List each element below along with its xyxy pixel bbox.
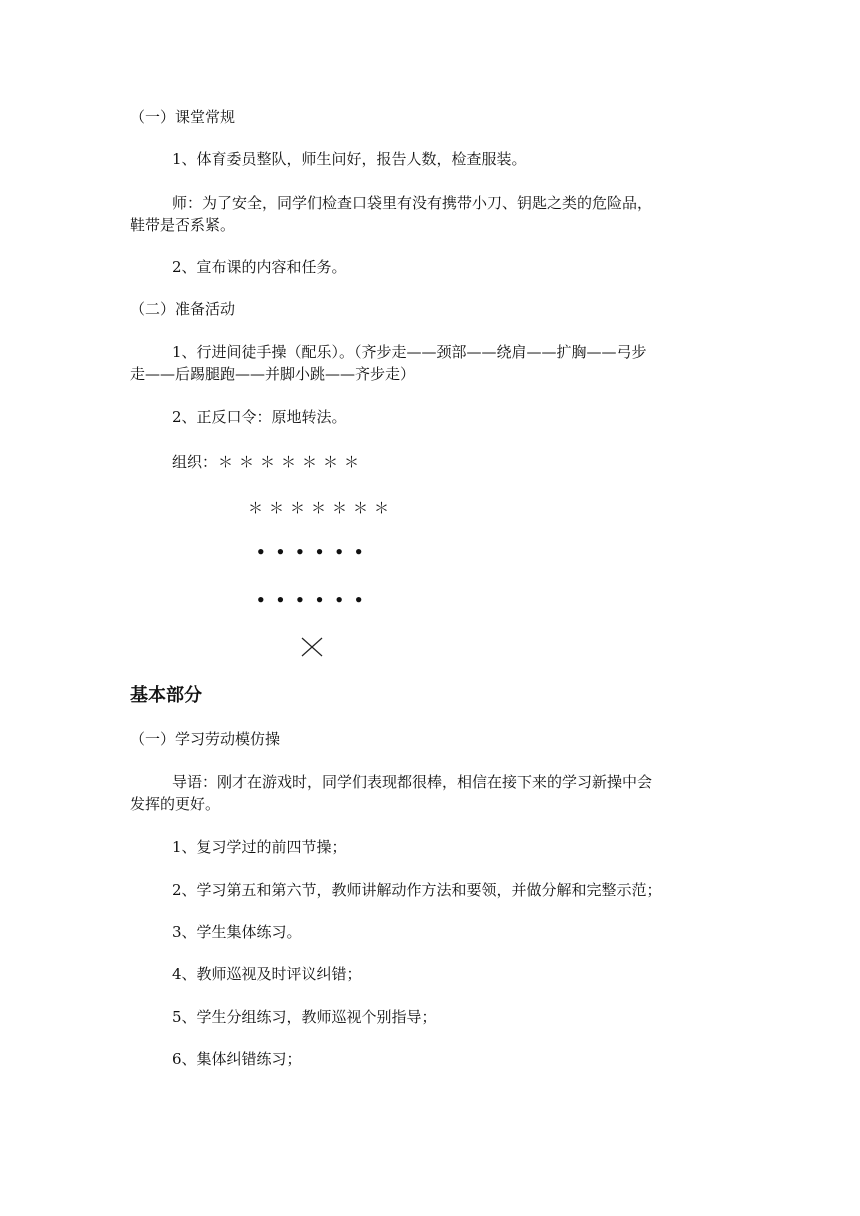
list-item: 6、集体纠错练习； <box>172 1050 302 1068</box>
paragraph-line: 走——后踢腿跑——并脚小跳——齐步走） <box>130 365 416 383</box>
list-item: 3、学生集体练习。 <box>172 923 302 941</box>
formation-row-dots: •••••• <box>256 591 374 609</box>
main-heading: 基本部分 <box>130 685 202 706</box>
list-item: 2、学习第五和第六节，教师讲解动作方法和要领，并做分解和完整示范； <box>172 881 662 899</box>
paragraph-line: 发挥的更好。 <box>130 795 221 813</box>
paragraph: 2、宣布课的内容和任务。 <box>172 258 347 276</box>
teacher-position-cross-icon <box>300 636 324 658</box>
paragraph-line: 鞋带是否系紧。 <box>130 216 236 234</box>
paragraph-line: 导语：刚才在游戏时，同学们表现都很棒，相信在接下来的学习新操中会 <box>172 773 653 791</box>
paragraph-line: 1、行进间徒手操（配乐）。（齐步走——颈部——绕肩——扩胸——弓步 <box>172 343 647 361</box>
list-item: 5、学生分组练习，教师巡视个别指导； <box>172 1008 437 1026</box>
paragraph: 2、正反口令：原地转法。 <box>172 408 347 426</box>
formation-row-stars: ＊＊＊＊＊＊＊ <box>218 453 366 471</box>
list-item: 4、教师巡视及时评议纠错； <box>172 965 362 983</box>
formation-label: 组织： <box>172 453 218 471</box>
section-title-labor-exercise: （一）学习劳动模仿操 <box>130 730 281 748</box>
paragraph-line: 师：为了安全，同学们检查口袋里有没有携带小刀、钥匙之类的危险品， <box>172 194 653 212</box>
list-item: 1、复习学过的前四节操； <box>172 838 347 856</box>
section-title-warmup: （二）准备活动 <box>130 300 236 318</box>
section-title-classroom-routine: （一）课堂常规 <box>130 108 236 126</box>
paragraph: 1、体育委员整队，师生问好，报告人数，检查服装。 <box>172 150 527 168</box>
formation-row-dots: •••••• <box>256 543 374 561</box>
formation-row-stars: ＊＊＊＊＊＊＊ <box>248 499 396 517</box>
